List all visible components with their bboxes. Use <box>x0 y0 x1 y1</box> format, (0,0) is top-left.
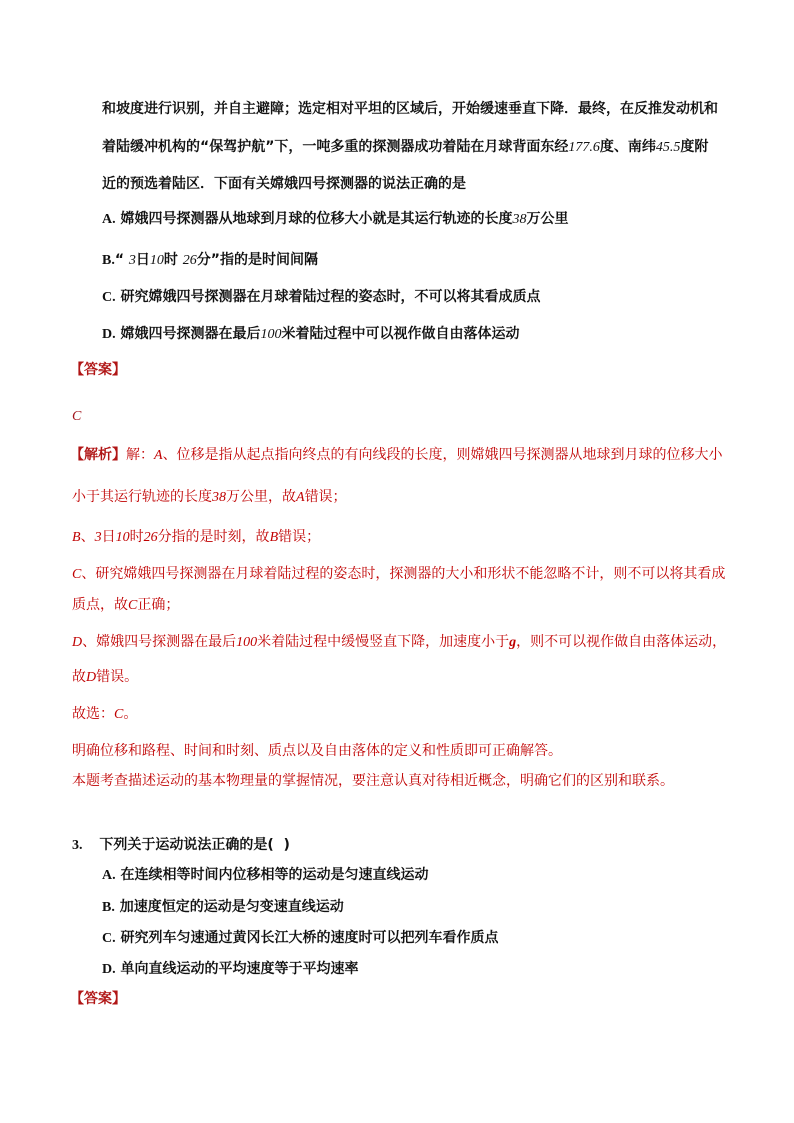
option-label: A. <box>102 868 116 883</box>
q2-explanation-line-5: 质点，故C正确； <box>72 597 180 613</box>
q2-answer-value: C <box>72 409 82 424</box>
q3-option-d[interactable]: D. 单向直线运动的平均速度等于平均速率 <box>102 961 359 977</box>
option-label: A. <box>102 212 116 227</box>
q2-stem-line-2: 着陆缓冲机构的“保驾护航”下，一吨多重的探测器成功着陆在月球背面东经177.6度、南纬45.5度附 <box>102 139 709 155</box>
analysis-header: 【解析】 <box>70 447 126 463</box>
q2-explanation-line-6: D、嫦娥四号探测器在最后100米着陆过程中缓慢竖直下降，加速度小于g，则不可以视作做自由落体运动， <box>72 634 727 650</box>
q3-option-a[interactable]: A. 在连续相等时间内位移相等的运动是匀速直线运动 <box>102 867 429 883</box>
q2-explanation-line-2: 小于其运行轨迹的长度38万公里，故A错误； <box>72 489 347 505</box>
q2-option-a[interactable]: A. 嫦娥四号探测器从地球到月球的位移大小就是其运行轨迹的长度38万公里 <box>102 211 569 227</box>
q3-answer-header: 【答案】 <box>70 991 126 1007</box>
q3-option-b[interactable]: B. 加速度恒定的运动是匀变速直线运动 <box>102 899 344 915</box>
longitude-value: 177.6 <box>568 140 600 155</box>
q2-explanation-note-2: 本题考查描述运动的基本物理量的掌握情况，要注意认真对待相近概念，明确它们的区别和联系。 <box>72 773 674 789</box>
q2-stem-line-1: 和坡度进行识别，并自主避障；选定相对平坦的区域后，开始缓速垂直下降．最终，在反推发动机和 <box>102 101 718 117</box>
question-number: 3. <box>72 838 83 853</box>
q3-stem: 3. 下列关于运动说法正确的是( ) <box>72 837 290 853</box>
q2-explanation-line-7: 故D错误。 <box>72 669 139 685</box>
q2-explanation-line-4: C、研究嫦娥四号探测器在月球着陆过程的姿态时，探测器的大小和形状不能忽略不计，则不可以将其看成 <box>72 566 726 582</box>
q2-stem-line-3: 近的预选着陆区．下面有关嫦娥四号探测器的说法正确的是 <box>102 176 466 192</box>
option-label: B. <box>102 253 115 268</box>
q2-option-b[interactable]: B.“ 3日10时 26分”指的是时间间隔 <box>102 252 318 268</box>
q2-explanation-line-3: B、3日10时26分指的是时刻，故B错误； <box>72 529 321 545</box>
q2-answer-header: 【答案】 <box>70 362 126 378</box>
option-label: C. <box>102 931 116 946</box>
option-label: C. <box>102 290 116 305</box>
q2-explanation-note-1: 明确位移和路程、时间和时刻、质点以及自由落体的定义和性质即可正确解答。 <box>72 743 562 759</box>
q2-explanation-line-8: 故选：C。 <box>72 706 138 722</box>
q2-option-c[interactable]: C. 研究嫦娥四号探测器在月球着陆过程的姿态时，不可以将其看成质点 <box>102 289 541 305</box>
q2-explanation-line-1: 【解析】解：A、位移是指从起点指向终点的有向线段的长度，则嫦娥四号探测器从地球到月球的位移大小 <box>70 447 723 463</box>
latitude-value: 45.5 <box>655 140 681 155</box>
option-label: D. <box>102 327 116 342</box>
option-label: B. <box>102 900 115 915</box>
q2-option-d[interactable]: D. 嫦娥四号探测器在最后100米着陆过程中可以视作做自由落体运动 <box>102 326 520 342</box>
q3-option-c[interactable]: C. 研究列车匀速通过黄冈长江大桥的速度时可以把列车看作质点 <box>102 930 499 946</box>
option-label: D. <box>102 962 116 977</box>
